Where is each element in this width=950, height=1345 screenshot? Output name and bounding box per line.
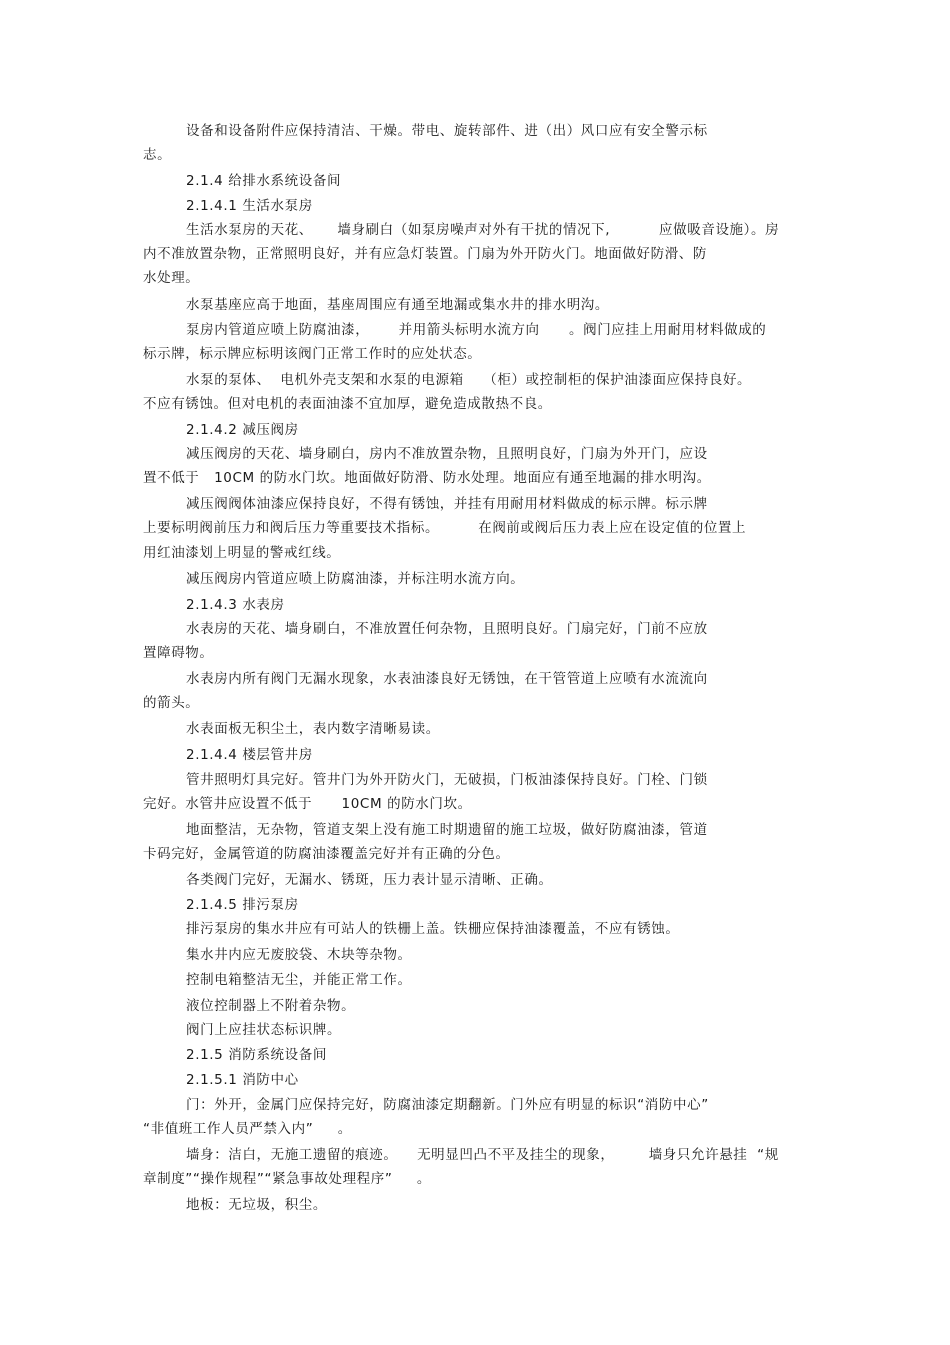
section-heading: 2.1.4.4 楼层管井房	[186, 747, 313, 763]
paragraph-line: 减压阀房内管道应喷上防腐油漆，并标注明水流方向。	[186, 571, 525, 587]
paragraph-line: 上要标明阀前压力和阀后压力等重要技术指标。 在阀前或阀后压力表上应在设定值的位置上	[143, 520, 747, 536]
paragraph-line: 水处理。	[143, 270, 200, 286]
paragraph-line: 地面整洁，无杂物，管道支架上没有施工时期遗留的施工垃圾，做好防腐油漆，管道	[186, 822, 708, 838]
paragraph-line: 门：外开，金属门应保持完好，防腐油漆定期翻新。门外应有明显的标识“消防中心”	[186, 1097, 709, 1113]
section-heading: 2.1.4.5 排污泵房	[186, 897, 299, 913]
paragraph-line: 泵房内管道应喷上防腐油漆， 并用箭头标明水流方向 。阀门应挂上用耐用材料做成的	[186, 322, 767, 338]
paragraph-line: 用红油漆划上明显的警戒红线。	[143, 545, 341, 561]
paragraph-line: 完好。水管井应设置不低于 10CM 的防水门坎。	[143, 796, 472, 812]
paragraph-line: 地板：无垃圾，积尘。	[186, 1197, 327, 1213]
paragraph-line: 置不低于 10CM 的防水门坎。地面做好防滑、防水处理。地面应有通至地漏的排水明沟。	[143, 470, 711, 486]
paragraph-line: 集水井内应无废胶袋、木块等杂物。	[186, 947, 412, 963]
paragraph-line: 生活水泵房的天花、 墙身刷白（如泵房噪声对外有干扰的情况下, 应做吸音设施）。房	[186, 222, 780, 238]
paragraph-line: 墙身：洁白，无施工遗留的痕迹。 无明显凹凸不平及挂尘的现象， 墙身只允许悬挂 “规	[186, 1147, 779, 1163]
section-heading: 2.1.4.3 水表房	[186, 597, 285, 613]
paragraph-line: 水表面板无积尘土，表内数字清晰易读。	[186, 721, 440, 737]
section-heading: 2.1.5 消防系统设备间	[186, 1047, 327, 1063]
paragraph-line: “非值班工作人员严禁入内” 。	[143, 1121, 352, 1137]
paragraph-line: 控制电箱整洁无尘，并能正常工作。	[186, 972, 412, 988]
section-heading: 2.1.4 给排水系统设备间	[186, 173, 342, 189]
paragraph-line: 卡码完好，金属管道的防腐油漆覆盖完好并有正确的分色。	[143, 846, 510, 862]
paragraph-line: 水表房内所有阀门无漏水现象，水表油漆良好无锈蚀，在干管管道上应喷有水流流向	[186, 671, 708, 687]
paragraph-line: 水泵基座应高于地面，基座周围应有通至地漏或集水井的排水明沟。	[186, 297, 609, 313]
paragraph-line: 水表房的天花、墙身刷白，不准放置任何杂物，且照明良好。门扇完好，门前不应放	[186, 621, 708, 637]
paragraph-line: 液位控制器上不附着杂物。	[186, 998, 356, 1014]
paragraph-line: 水泵的泵体、 电机外壳支架和水泵的电源箱 （柜）或控制柜的保护油漆面应保持良好。	[186, 372, 752, 388]
paragraph-line: 志。	[143, 147, 172, 163]
paragraph-line: 阀门上应挂状态标识牌。	[186, 1022, 342, 1038]
section-heading: 2.1.5.1 消防中心	[186, 1072, 299, 1088]
paragraph-line: 管井照明灯具完好。管井门为外开防火门，无破损，门板油漆保持良好。门栓、门锁	[186, 772, 708, 788]
section-heading: 2.1.4.1 生活水泵房	[186, 198, 313, 214]
paragraph-line: 置障碍物。	[143, 645, 214, 661]
paragraph-line: 设备和设备附件应保持清洁、干燥。带电、旋转部件、进（出）风口应有安全警示标	[186, 123, 708, 139]
paragraph-line: 减压阀阀体油漆应保持良好，不得有锈蚀，并挂有用耐用材料做成的标示牌。标示牌	[186, 496, 708, 512]
paragraph-line: 减压阀房的天花、墙身刷白，房内不准放置杂物，且照明良好，门扇为外开门，应设	[186, 446, 708, 462]
paragraph-line: 的箭头。	[143, 695, 200, 711]
paragraph-line: 各类阀门完好，无漏水、锈斑，压力表计显示清晰、正确。	[186, 872, 553, 888]
paragraph-line: 标示牌，标示牌应标明该阀门正常工作时的应处状态。	[143, 346, 482, 362]
paragraph-line: 内不准放置杂物，正常照明良好，并有应急灯装置。门扇为外开防火门。地面做好防滑、防	[143, 246, 707, 262]
paragraph-line: 不应有锈蚀。但对电机的表面油漆不宜加厚，避免造成散热不良。	[143, 396, 552, 412]
paragraph-line: 排污泵房的集水井应有可站人的铁栅上盖。铁栅应保持油漆覆盖，不应有锈蚀。	[186, 921, 680, 937]
paragraph-line: 章制度”“操作规程”“紧急事故处理程序” 。	[143, 1171, 432, 1187]
section-heading: 2.1.4.2 减压阀房	[186, 422, 299, 438]
